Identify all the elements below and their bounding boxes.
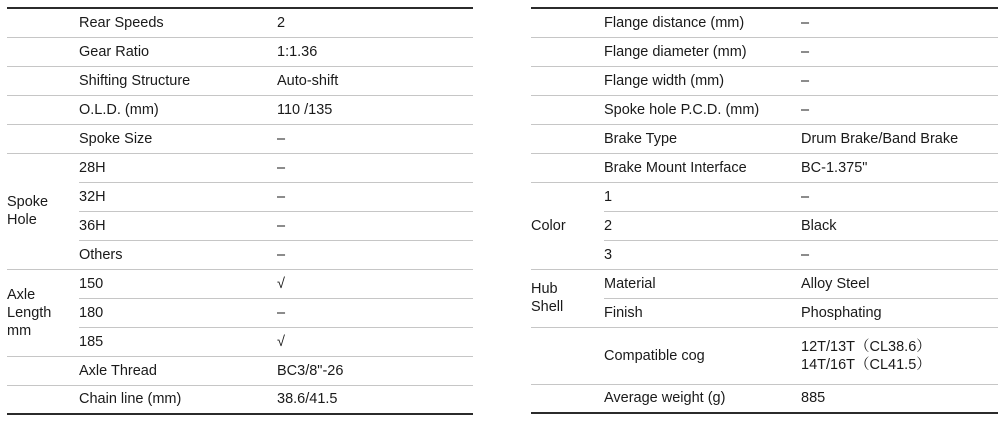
table-row: [531, 66, 998, 95]
row-label: Average weight (g): [604, 384, 801, 413]
row-value: Alloy Steel: [801, 269, 998, 298]
table-row: [531, 327, 998, 384]
row-value: 885: [801, 384, 998, 413]
right-spec-table: [531, 7, 998, 414]
row-value: –: [801, 182, 998, 211]
table-row: [7, 8, 473, 37]
table-row: [7, 66, 473, 95]
row-label: Chain line (mm): [79, 385, 277, 414]
row-value: √: [277, 327, 473, 356]
row-label: Gear Ratio: [79, 37, 277, 66]
row-value: –: [801, 95, 998, 124]
left-spec-table: [7, 7, 473, 415]
row-label: Material: [604, 269, 801, 298]
table-row: [7, 37, 473, 66]
row-value: 110 /135: [277, 95, 473, 124]
row-value: –: [277, 153, 473, 182]
row-label: 28H: [79, 153, 277, 182]
row-label: Finish: [604, 298, 801, 327]
row-value: BC-1.375": [801, 153, 998, 182]
table-row: [7, 95, 473, 124]
row-label: 150: [79, 269, 277, 298]
row-label: Compatible cog: [604, 327, 801, 384]
row-label: 185: [79, 327, 277, 356]
row-label: Flange width (mm): [604, 66, 801, 95]
row-value: [801, 327, 998, 384]
row-value: 2: [277, 8, 473, 37]
cog-value-line-2: 14T/16T（CL41.5）: [801, 356, 931, 373]
table-row: [531, 37, 998, 66]
row-label: 32H: [79, 182, 277, 211]
row-label: 1: [604, 182, 801, 211]
table-row: [531, 124, 998, 153]
row-value: Drum Brake/Band Brake: [801, 124, 998, 153]
row-label: 2: [604, 211, 801, 240]
row-label: Spoke hole P.C.D. (mm): [604, 95, 801, 124]
table-row: [531, 384, 998, 413]
row-label: 3: [604, 240, 801, 269]
row-label: Axle Thread: [79, 356, 277, 385]
group-label-axle-length: Axle Length mm: [7, 269, 79, 356]
row-label: Flange distance (mm): [604, 8, 801, 37]
row-label: Brake Mount Interface: [604, 153, 801, 182]
row-value: –: [277, 182, 473, 211]
table-row: [531, 269, 998, 298]
row-label: O.L.D. (mm): [79, 95, 277, 124]
row-value: Phosphating: [801, 298, 998, 327]
row-value: –: [801, 240, 998, 269]
table-row: [7, 153, 473, 182]
row-label: Shifting Structure: [79, 66, 277, 95]
table-row: [7, 385, 473, 414]
row-value: –: [277, 240, 473, 269]
row-value: Black: [801, 211, 998, 240]
row-value: –: [801, 8, 998, 37]
group-label-hub-shell: Hub Shell: [531, 269, 604, 327]
group-label-spoke-hole: Spoke Hole: [7, 153, 79, 269]
row-value: –: [277, 211, 473, 240]
row-value: –: [277, 298, 473, 327]
table-row: [531, 153, 998, 182]
group-label-color: Color: [531, 182, 604, 269]
row-label: 180: [79, 298, 277, 327]
table-row: [531, 8, 998, 37]
table-row: [7, 124, 473, 153]
row-label: Others: [79, 240, 277, 269]
row-value: 1:1.36: [277, 37, 473, 66]
row-value: –: [801, 66, 998, 95]
row-label: Rear Speeds: [79, 8, 277, 37]
row-label: Brake Type: [604, 124, 801, 153]
table-row: [531, 95, 998, 124]
row-label: 36H: [79, 211, 277, 240]
row-value: Auto-shift: [277, 66, 473, 95]
row-label: Flange diameter (mm): [604, 37, 801, 66]
table-row: [7, 356, 473, 385]
row-label: Spoke Size: [79, 124, 277, 153]
row-value: 38.6/41.5: [277, 385, 473, 414]
row-value: BC3/8"-26: [277, 356, 473, 385]
row-value: √: [277, 269, 473, 298]
cog-value-line-1: 12T/13T（CL38.6）: [801, 338, 931, 355]
table-row: [531, 182, 998, 211]
table-row: [7, 269, 473, 298]
row-value: –: [277, 124, 473, 153]
row-value: –: [801, 37, 998, 66]
